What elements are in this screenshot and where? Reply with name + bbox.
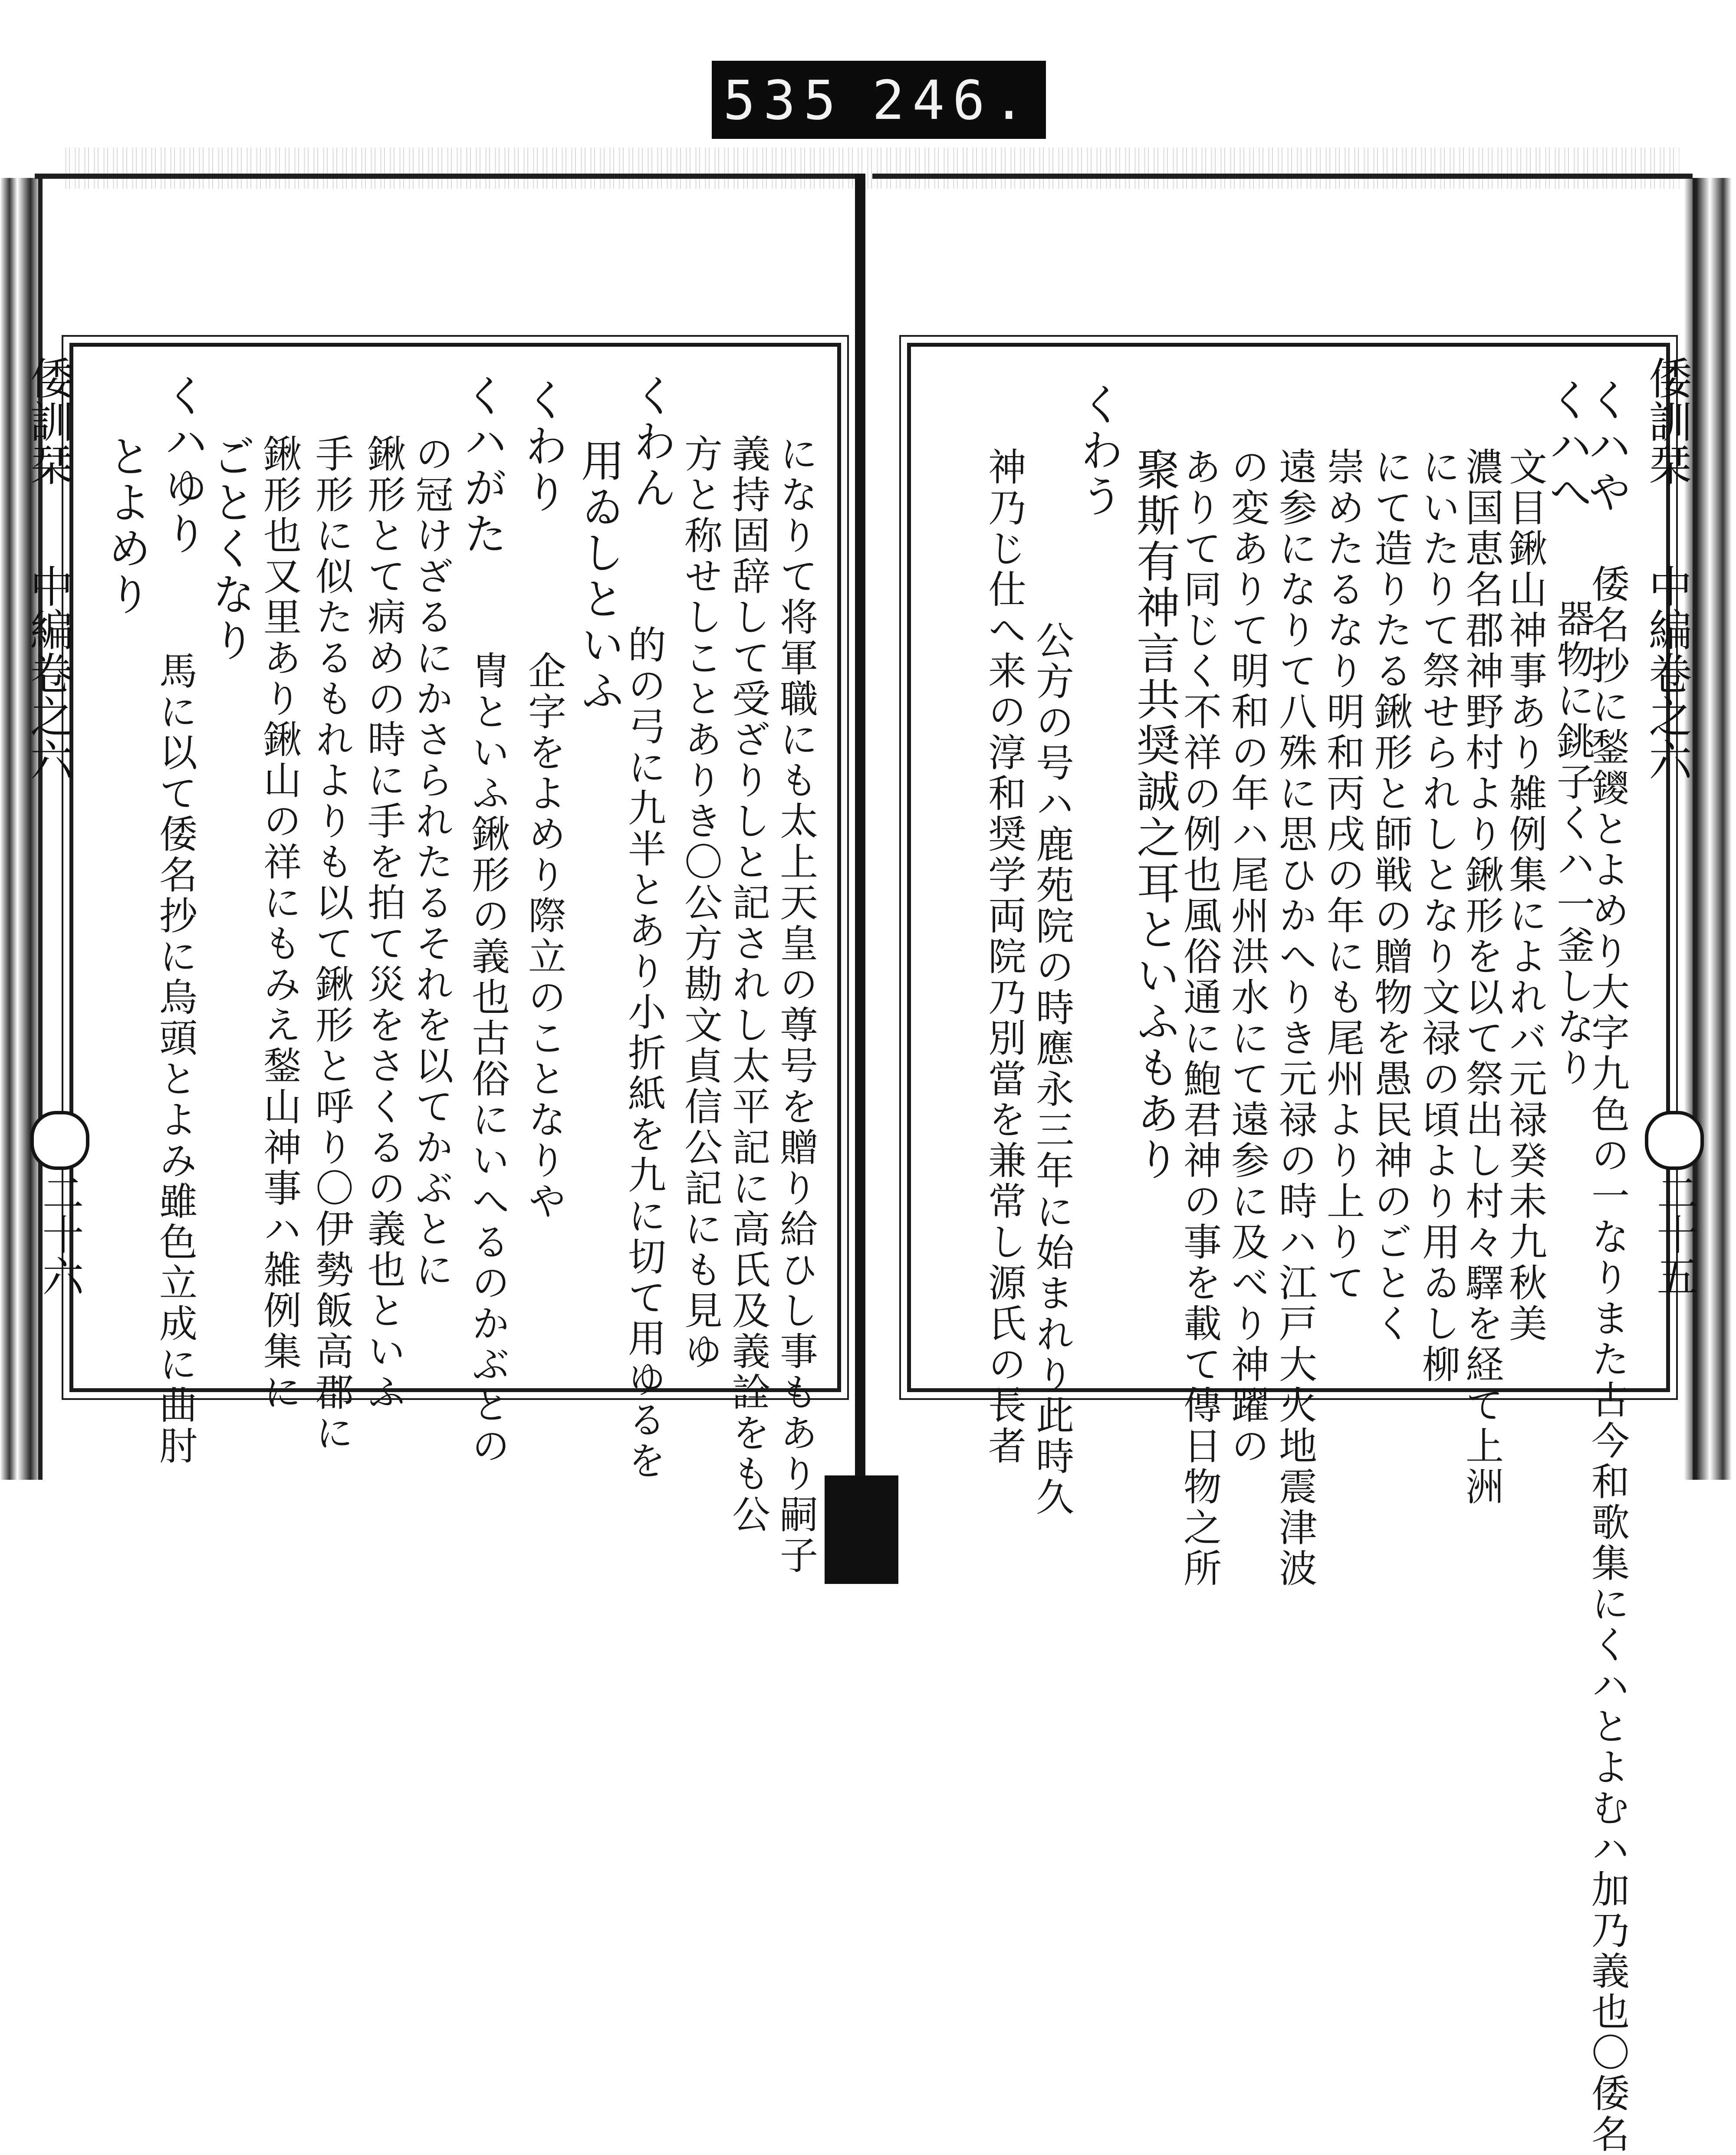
right-column-14: くわう: [1073, 382, 1124, 520]
left-column-11: の冠けざるにかさられたるそれを以てかぶとに: [409, 434, 454, 1291]
left-column-14: 鍬形也又里あり鍬山の祥にもみえ鍫山神事ハ雑例集に: [257, 434, 302, 1413]
gutter-shadow-block: [825, 1475, 898, 1584]
left-column-18: とよめり: [101, 434, 151, 618]
page-top-speckle: [65, 148, 1680, 189]
left-column-16: くハゆり: [157, 373, 208, 557]
right-column-10: 遠参になりて八殊に思ひかへりき元禄の時ハ江戸大火地震津波: [1273, 447, 1318, 1589]
right-column-7: にいたりて祭せられしとなり文禄の頃より用ゐし柳: [1416, 447, 1461, 1385]
right-page-top-edge: [872, 174, 1693, 179]
right-side-title: 倭訓栞: [1641, 356, 1692, 486]
left-column-5: 的の弓に九半とあり小折紙を九に切て用ゆるを: [622, 625, 667, 1482]
film-number-label: [712, 61, 1046, 139]
left-side-title: 倭訓栞: [23, 356, 73, 486]
right-column-9: 崇めたるなり明和丙戌の年にも尾州より上りて: [1321, 447, 1365, 1304]
left-page-number: 二十六: [36, 1172, 84, 1297]
right-column-6: 濃国恵名郡神野村より鍬形を以て祭出し村々驛を経て上洲: [1460, 447, 1504, 1508]
left-column-1: になりて将軍職にも太上天皇の尊号を贈り給ひし事もあり嗣子: [774, 434, 819, 1576]
right-column-5: 文目鍬山神事あり雑例集によれバ元禄癸未九秋美: [1503, 447, 1548, 1344]
right-column-12: ありて同じく不祥の例也風俗通に鮑君神の事を載て傳日物之所: [1177, 447, 1222, 1589]
right-column-16: 神乃じ仕へ来の淳和奨学両院乃別當を兼常し源氏の長者: [982, 447, 1027, 1467]
right-column-13: 聚斯有神言共奨誠之耳といふもあり: [1129, 447, 1180, 1183]
left-column-8: 企字をよめり際立のことなりや: [522, 651, 567, 1222]
left-column-17: 馬に以て倭名抄に烏頭とよみ雖色立成に曲肘: [153, 651, 198, 1467]
left-column-4: くわん: [626, 373, 677, 511]
right-page-number: 二十五: [1650, 1172, 1699, 1297]
left-column-15: ごとくなり: [205, 434, 256, 664]
right-column-11: の変ありて明和の年ハ尾州洪水にて遠参に及べり神躍の: [1225, 447, 1270, 1467]
left-column-12: 鍬形とて病めの時に手を拍て災をさくるの義也といふ: [362, 434, 406, 1413]
right-column-2: くハへ: [1542, 378, 1592, 516]
right-side-section: 中編卷之六: [1641, 564, 1692, 781]
film-number-right: 246.: [872, 69, 1033, 132]
left-side-circle: [30, 1111, 89, 1170]
right-column-15: 公方の号ハ鹿苑院の時應永三年に始まれり此時久: [1030, 621, 1075, 1518]
left-side-section: 中編卷之六: [23, 564, 73, 781]
left-page-top-edge: [35, 174, 864, 179]
left-column-9: くハがた: [457, 373, 507, 557]
right-column-3: 倭名抄に鍫鑁とよめり大字九色の一なりまた古今和歌集にくハとよむハ加乃義也〇倭名: [1585, 564, 1630, 2155]
left-column-13: 手形に似たるもれよりも以て鍬形と呼り〇伊勢飯高郡に: [309, 434, 354, 1454]
left-column-10: 冑といふ鍬形の義也古俗にいへるのかぶとの: [466, 651, 510, 1467]
right-side-circle: [1645, 1111, 1704, 1170]
left-column-7: くわり: [517, 378, 568, 516]
right-column-1: くハや: [1581, 378, 1631, 516]
left-column-6: 用ゐしといふ: [574, 438, 625, 714]
right-column-8: にて造りたる鍬形と師戦の贈物を愚民神のごとく: [1368, 447, 1413, 1344]
right-column-4: 器物に銚子くハ一釜しなり: [1551, 599, 1595, 1088]
book-gutter: [855, 174, 865, 1514]
left-column-2: 義持固辞して受ざりしと記されし太平記に高氏及義詮をも公: [726, 434, 771, 1535]
film-number-left: 535: [723, 69, 844, 132]
left-column-3: 方と称せしことありき〇公方勘文貞信公記にも見ゆ: [678, 434, 723, 1372]
